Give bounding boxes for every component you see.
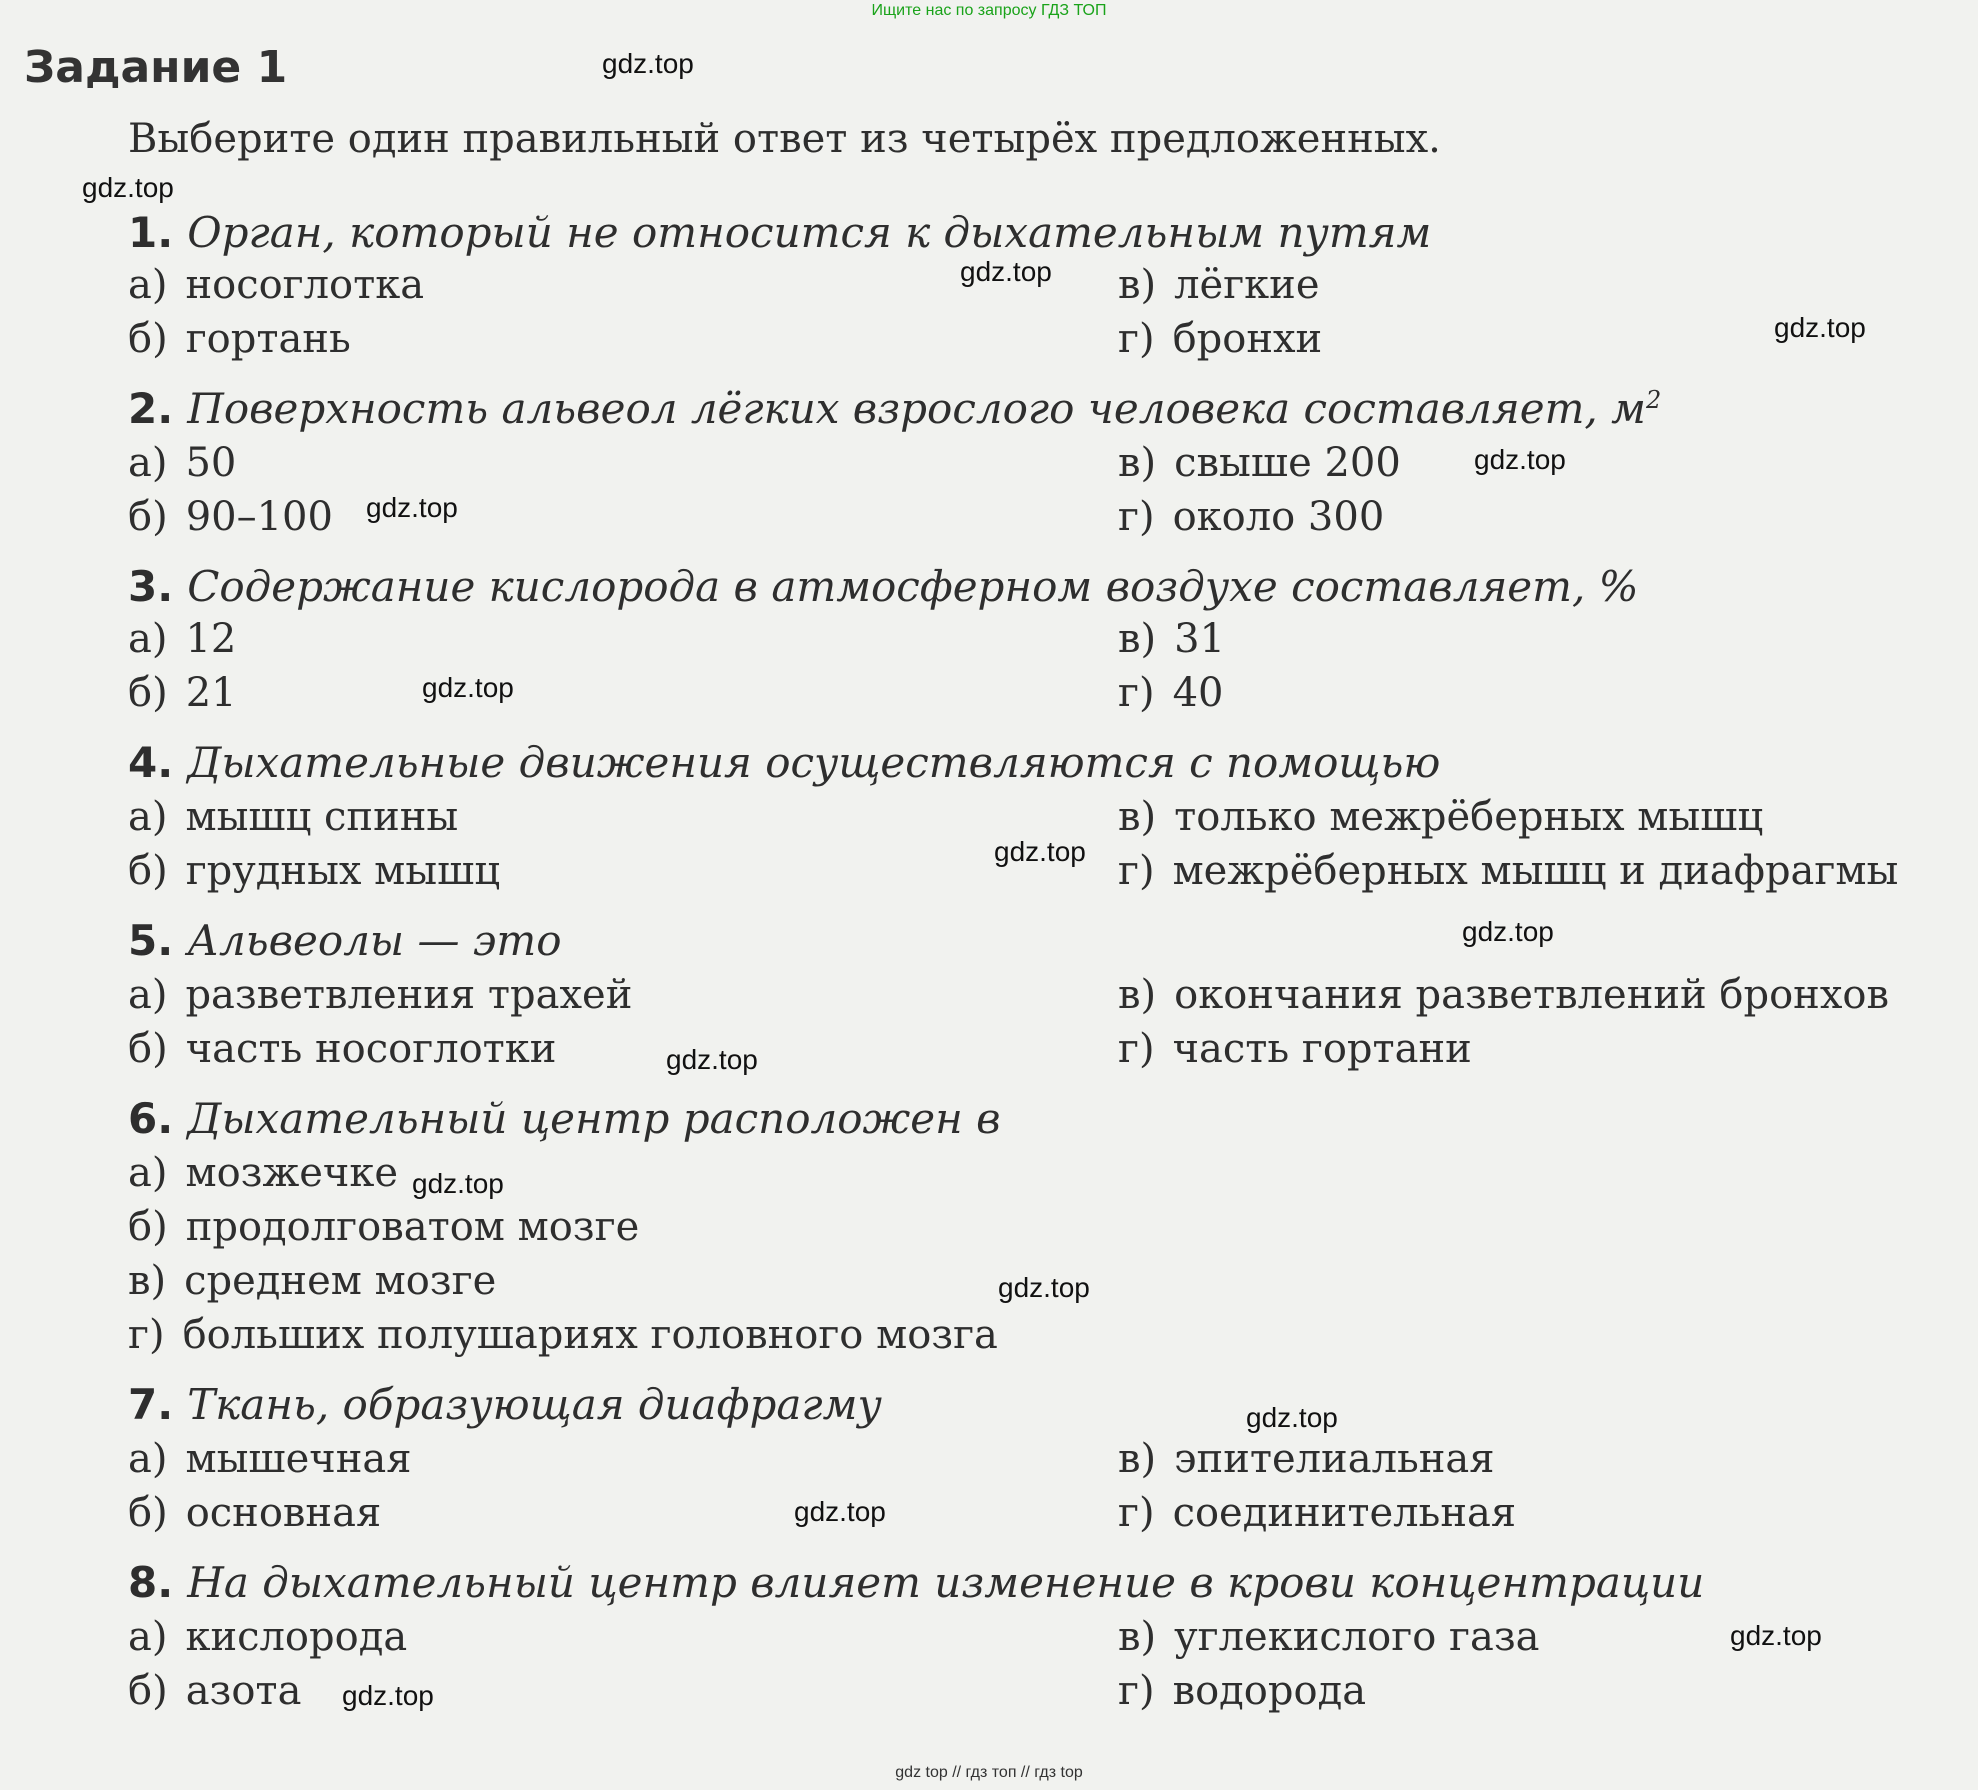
question-number: 7. (128, 1380, 174, 1429)
option-letter: а) (128, 1614, 168, 1660)
option-b (128, 848, 500, 894)
question-number: 4. (128, 738, 174, 787)
option-g (1118, 1490, 1516, 1536)
option-text: основная (185, 1490, 382, 1536)
option-letter: в) (1118, 440, 1157, 486)
option-text: только межрёберных мышц (1174, 794, 1764, 840)
watermark: gdz.top (366, 492, 458, 523)
watermark: gdz.top (1246, 1402, 1338, 1433)
option-letter: в) (1118, 972, 1157, 1018)
watermark: gdz.top (1730, 1620, 1822, 1651)
option-text: 31 (1174, 616, 1226, 662)
question-7 (128, 1380, 882, 1429)
option-b (128, 316, 351, 362)
watermark: gdz.top (82, 172, 174, 203)
option-letter: б) (128, 494, 168, 540)
option-v (128, 1258, 496, 1304)
option-v (1118, 262, 1320, 308)
option-v (1118, 616, 1225, 662)
option-text: 90–100 (185, 494, 333, 540)
option-a (128, 972, 632, 1018)
option-letter: а) (128, 440, 168, 486)
option-a (128, 1150, 398, 1196)
question-text: Орган, который не относится к дыхательным путям (187, 208, 1432, 257)
option-a (128, 794, 458, 840)
option-text: 50 (185, 440, 237, 486)
question-text: Содержание кислорода в атмосферном воздухе составляет, % (187, 562, 1639, 611)
option-g (1118, 494, 1384, 540)
watermark: gdz.top (602, 48, 694, 79)
option-text: эпителиальная (1174, 1436, 1495, 1482)
question-5 (128, 916, 561, 965)
watermark: gdz.top (666, 1044, 758, 1075)
option-text: кислорода (185, 1614, 408, 1660)
option-letter: г) (1118, 316, 1155, 362)
option-letter: а) (128, 794, 168, 840)
option-letter: б) (128, 670, 168, 716)
option-v (1118, 972, 1889, 1018)
option-a (128, 1614, 407, 1660)
option-letter: в) (128, 1258, 167, 1304)
option-letter: б) (128, 1204, 168, 1250)
option-g (1118, 316, 1322, 362)
option-text: часть гортани (1172, 1026, 1472, 1072)
watermark: gdz.top (998, 1272, 1090, 1303)
question-text: Альвеолы — это (187, 916, 562, 965)
option-letter: г) (128, 1312, 165, 1358)
option-letter: г) (1118, 494, 1155, 540)
question-number: 6. (128, 1094, 174, 1143)
option-letter: б) (128, 1668, 168, 1714)
option-b (128, 1204, 639, 1250)
question-4 (128, 738, 1440, 787)
option-letter: г) (1118, 1026, 1155, 1072)
option-g (1118, 1026, 1472, 1072)
option-text: азота (185, 1668, 302, 1714)
question-2 (128, 384, 1661, 433)
option-v (1118, 794, 1763, 840)
option-text: свыше 200 (1174, 440, 1401, 486)
option-text: больших полушариях головного мозга (182, 1312, 998, 1358)
watermark: gdz.top (794, 1496, 886, 1527)
option-text: межрёберных мышц и диафрагмы (1172, 848, 1899, 894)
option-text: часть носоглотки (185, 1026, 557, 1072)
option-text: мышечная (185, 1436, 412, 1482)
option-text: соединительная (1172, 1490, 1517, 1536)
option-letter: а) (128, 616, 168, 662)
watermark: gdz.top (994, 836, 1086, 867)
option-text: углекислого газа (1174, 1614, 1540, 1660)
option-letter: б) (128, 848, 168, 894)
option-a (128, 616, 236, 662)
footer-links[interactable]: gdz top // гдз топ // гдз top (895, 1764, 1083, 1781)
option-text: мышц спины (185, 794, 459, 840)
option-letter: а) (128, 262, 168, 308)
option-g (1118, 848, 1898, 894)
question-text: Поверхность альвеол лёгких взрослого человека составляет, м (187, 384, 1646, 433)
watermark: gdz.top (1462, 916, 1554, 947)
option-a (128, 1436, 411, 1482)
option-text: разветвления трахей (185, 972, 633, 1018)
option-letter: в) (1118, 1436, 1157, 1482)
option-letter: а) (128, 972, 168, 1018)
option-text: лёгкие (1174, 262, 1320, 308)
question-3 (128, 562, 1639, 611)
task-title: Задание 1 (24, 42, 288, 93)
option-letter: г) (1118, 670, 1155, 716)
option-text: водорода (1172, 1668, 1367, 1714)
option-text: окончания разветвлений бронхов (1174, 972, 1889, 1018)
option-letter: в) (1118, 1614, 1157, 1660)
option-letter: б) (128, 1490, 168, 1536)
option-text: грудных мышц (185, 848, 501, 894)
watermark: gdz.top (960, 256, 1052, 287)
option-b (128, 1026, 556, 1072)
option-text: носоглотка (185, 262, 425, 308)
watermark: gdz.top (1774, 312, 1866, 343)
question-text: На дыхательный центр влияет изменение в крови концентрации (187, 1558, 1705, 1607)
option-text: 21 (185, 670, 237, 716)
option-g (128, 1312, 998, 1358)
option-b (128, 1668, 301, 1714)
option-letter: а) (128, 1150, 168, 1196)
superscript: 2 (1645, 386, 1662, 414)
option-letter: г) (1118, 1668, 1155, 1714)
option-text: около 300 (1172, 494, 1385, 540)
watermark: gdz.top (422, 672, 514, 703)
question-8 (128, 1558, 1704, 1607)
option-text: бронхи (1172, 316, 1323, 362)
question-text: Ткань, образующая диафрагму (187, 1380, 882, 1429)
option-text: 12 (185, 616, 237, 662)
watermark: gdz.top (412, 1168, 504, 1199)
question-text: Дыхательный центр расположен в (187, 1094, 1001, 1143)
option-letter: г) (1118, 848, 1155, 894)
option-g (1118, 1668, 1366, 1714)
option-text: продолговатом мозге (185, 1204, 640, 1250)
option-a (128, 440, 236, 486)
option-letter: г) (1118, 1490, 1155, 1536)
question-text: Дыхательные движения осуществляются с помощью (187, 738, 1441, 787)
search-banner[interactable]: Ищите нас по запросу ГДЗ ТОП (871, 2, 1107, 19)
option-text: гортань (185, 316, 351, 362)
option-b (128, 494, 333, 540)
option-g (1118, 670, 1223, 716)
option-text: среднем мозге (184, 1258, 497, 1304)
option-text: мозжечке (185, 1150, 399, 1196)
option-v (1118, 1614, 1539, 1660)
option-b (128, 1490, 381, 1536)
question-number: 2. (128, 384, 174, 433)
question-6 (128, 1094, 1001, 1143)
option-letter: а) (128, 1436, 168, 1482)
option-letter: в) (1118, 262, 1157, 308)
option-b (128, 670, 237, 716)
option-letter: б) (128, 1026, 168, 1072)
option-letter: в) (1118, 616, 1157, 662)
option-letter: в) (1118, 794, 1157, 840)
option-letter: б) (128, 316, 168, 362)
question-number: 1. (128, 208, 174, 257)
watermark: gdz.top (1474, 444, 1566, 475)
option-v (1118, 1436, 1495, 1482)
option-text: 40 (1172, 670, 1224, 716)
instruction-text: Выберите один правильный ответ из четырёх предложенных. (128, 116, 1441, 162)
option-v (1118, 440, 1401, 486)
question-number: 3. (128, 562, 174, 611)
question-1 (128, 208, 1431, 257)
option-a (128, 262, 424, 308)
watermark: gdz.top (342, 1680, 434, 1711)
question-number: 5. (128, 916, 174, 965)
question-number: 8. (128, 1558, 174, 1607)
